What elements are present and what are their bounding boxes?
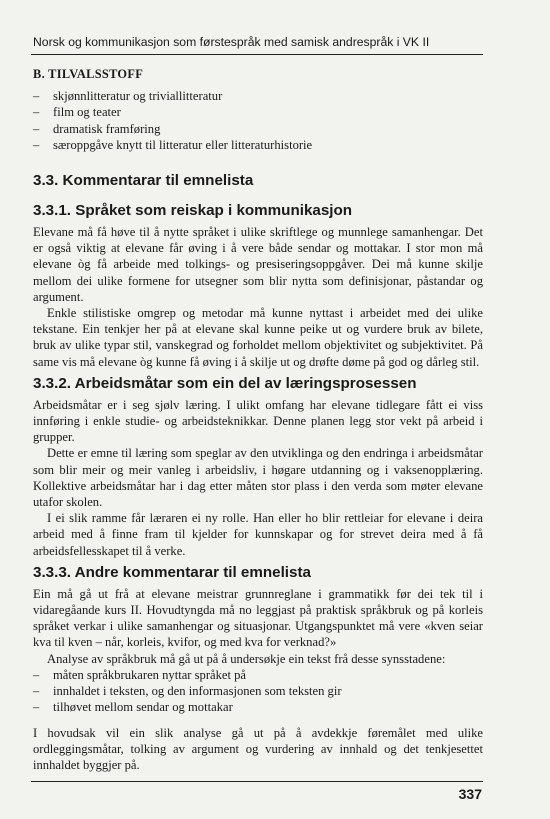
footer-rule (31, 781, 483, 782)
tilvalsstoff-list (33, 88, 483, 153)
list-item-text: skjønnlitteratur og triviallitteratur (53, 89, 223, 104)
dash-bullet: – (33, 121, 40, 136)
list-item-text: måten språkbrukaren nyttar språket på (53, 667, 247, 682)
subsection-heading-3-3-1: 3.3.1. Språket som reiskap i kommunikasjon (33, 202, 353, 220)
dash-bullet: – (33, 667, 40, 682)
dash-bullet: – (33, 137, 40, 152)
paragraph: Arbeidsmåtar er i seg sjølv læring. I ulikt omfang har elevane tidlegare fått ei viss innføring i enkle studie- og arbeidsteknikkar. Denne planen legg stor vekt på arbeid i grupper. (33, 397, 483, 445)
dash-bullet: – (33, 700, 40, 715)
dash-bullet: – (33, 105, 40, 120)
paragraph: I hovudsak vil ein slik analyse gå ut på å avdekkje føremålet med ulike ordleggingsmåtar, tolking av argument og vurdering av innhald og det tenkjesettet innhaldet byggjer på. (33, 725, 483, 772)
paragraph: Ein må gå ut frå at elevane meistrar grunnreglane i grammatikk før dei tek til i vidaregåande kurs II. Hovudtyngda må no leggjast på praktisk språkbruk og på korleis språket verkar i ulike samanhengar og situasjonar. Utgangspunktet må vere «kven seiar kva til kven – når, korleis, kvifor, og med kva for verknad?» (33, 586, 483, 650)
subsection-heading-3-3-2: 3.3.2. Arbeidsmåtar som ein del av læringsprosessen (33, 374, 417, 392)
section-b-title: B. TILVALSSTOFF (33, 67, 144, 81)
paragraph: Elevane må få høve til å nytte språket i ulike skriftlege og munnlege samanhengar. Det er også viktig at elevane får øving i å vere både sendar og mottakar. I stor mon må elevane òg få arbeide med tolkings- og presiseringsoppgåver. Dei må kunne skilje mellom dei ulike formene for utsegner som blir nytta som definisjonar, påstandar og argument. (33, 225, 483, 304)
running-head: Norsk og kommunikasjon som førstespråk med samisk andrespråk i VK II (33, 35, 430, 49)
list-item (33, 121, 483, 137)
page-number: 337 (458, 786, 482, 802)
list-item-text: dramatisk framføring (53, 121, 161, 136)
spacer (33, 716, 483, 725)
page-content (33, 66, 483, 773)
list-item-text: innhaldet i teksten, og den informasjonen som teksten gir (53, 684, 342, 699)
list-item (33, 699, 483, 715)
section-heading-3-3: 3.3. Kommentarar til emnelista (33, 172, 254, 190)
list-item (33, 683, 483, 699)
list-item (33, 667, 483, 683)
paragraph: Enkle stilistiske omgrep og metodar må kunne nyttast i arbeidet med dei ulike tekstane. Ein tenkjer her på at elevane skal kunne peike ut og vurdere bruk av bilete, bruk av ulike typar stil, vanskegrad og forholdet mellom objektivitet og subjektivitet. På same vis må elevane òg kunne få øving i å skilje ut og drøfte døme på god og dårleg stil. (33, 306, 483, 369)
analysis-list (33, 667, 483, 716)
list-item (33, 137, 483, 153)
list-item-text: film og teater (53, 105, 121, 120)
header-rule (31, 54, 483, 55)
subsection-heading-3-3-3: 3.3.3. Andre kommentarar til emnelista (33, 563, 311, 581)
list-item-text: særoppgåve knytt til litteratur eller litteraturhistorie (53, 137, 313, 152)
list-item (33, 104, 483, 120)
paragraph: Analyse av språkbruk må gå ut på å undersøkje ein tekst frå desse synsstadene: (47, 651, 446, 666)
dash-bullet: – (33, 684, 40, 699)
dash-bullet: – (33, 89, 40, 104)
list-item-text: tilhøvet mellom sendar og mottakar (53, 700, 233, 715)
paragraph: Dette er emne til læring som speglar av den utviklinga og den endringa i arbeidsmåtar som blir meir og meir vanleg i arbeidsliv, i høgare utdanning og i vaksenopplæring. Kollektive arbeidsmåtar har i dag etter måten stor plass i den verda som møter elevane utafor skolen. (33, 446, 483, 510)
list-item (33, 88, 483, 104)
paragraph: I ei slik ramme får læraren ei ny rolle. Han eller ho blir rettleiar for elevane i deira arbeid med å finne fram til kjelder for kunnskapar og for strevet deira med å få arbeidsfellesskapet til å verke. (33, 511, 483, 558)
